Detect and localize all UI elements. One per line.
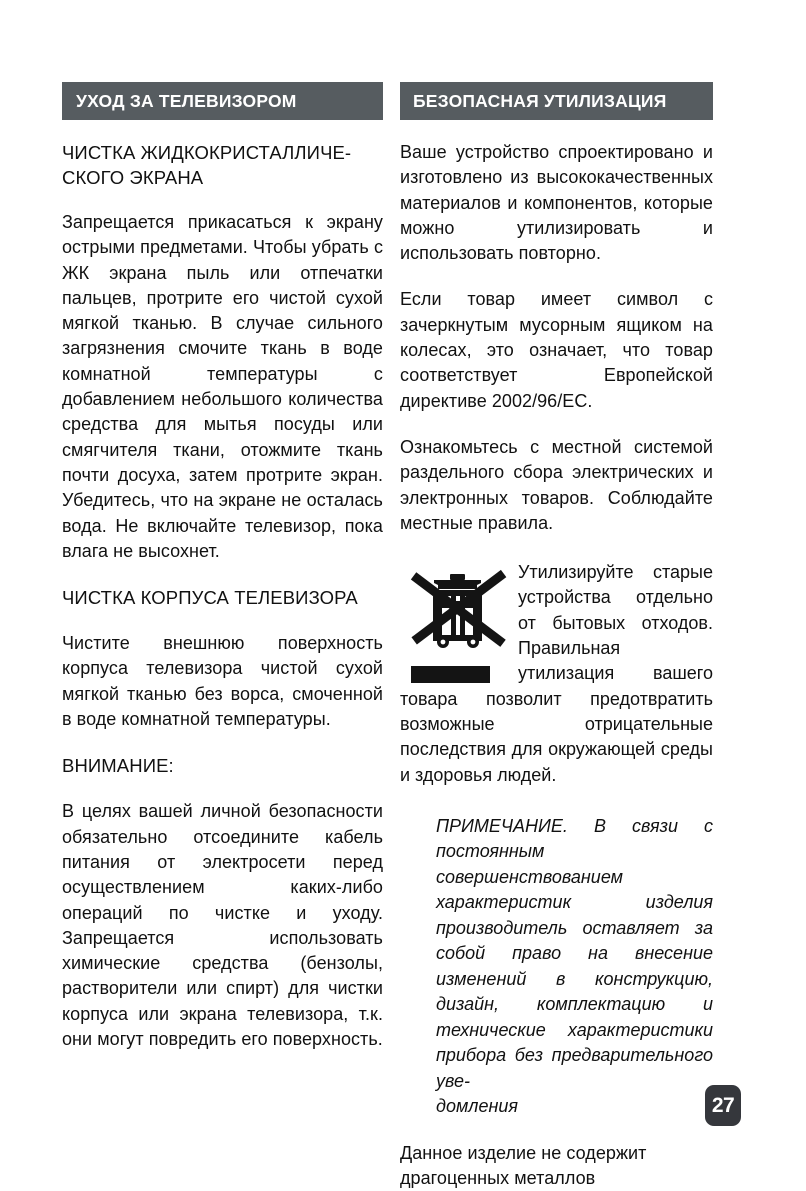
subheading-cabinet-cleaning: ЧИСТКА КОРПУСА ТЕЛЕВИЗОРА	[62, 587, 358, 609]
left-column	[62, 82, 383, 1191]
two-column-layout	[62, 82, 713, 1191]
page-number-badge: 27	[705, 1085, 741, 1126]
section-header-safe-disposal: БЕЗОПАСНАЯ УТИЛИЗАЦИЯ	[400, 82, 713, 120]
note-manufacturer-disclaimer-tail: домления	[436, 1096, 518, 1117]
paragraph-local-collection: Ознакомьтесь с местной системой раздельного сбора электрических и электронных товаров. Соблюдайте местные правила.	[400, 436, 713, 533]
paragraph-weee-instructions: Утилизируйте старые устройства отдельно от бытовых отходов. Правильная утилизация вашего товара позволит предотвратить возможные отрицательные последствия для окружающей среды и здоровья людей.	[400, 562, 713, 785]
subheading-lcd-cleaning: ЧИСТКА ЖИДКОКРИСТАЛЛИЧЕ-СКОГО ЭКРАНА	[62, 142, 352, 188]
paragraph-cabinet-cleaning: Чистите внешнюю поверхность корпуса телевизора чистой сухой мягкой тканью без ворса, смоченной в воде комнатной температуры.	[62, 633, 383, 730]
crossed-out-wheelie-bin-icon	[405, 563, 510, 658]
right-column	[400, 82, 713, 1191]
note-manufacturer-disclaimer: ПРИМЕЧАНИЕ. В связи с постоянным совершенствованием характеристик изделия производитель оставляет за собой право на внесение изменений в конструкцию, дизайн, комплектацию и технические характеристики прибора без предварительного уве-	[436, 815, 713, 1091]
paragraph-attention: В целях вашей личной безопасности обязательно отсоедините кабель питания от электросети перед осуществлением каких-либо операций по чистке и уходу. Запрещается использовать химические средства (бензолы, растворители или спирт) для чистки корпуса или экрана телевизора, т.к. они могут повредить его поверхность.	[62, 801, 383, 1050]
weee-figure	[405, 563, 510, 683]
subheading-attention: ВНИМАНИЕ:	[62, 755, 174, 777]
paragraph-no-precious-metals: Данное изделие не содержит драгоценных металлов	[400, 1142, 647, 1189]
section-header-tv-care: УХОД ЗА ТЕЛЕВИЗОРОМ	[62, 82, 383, 120]
paragraph-weee-directive: Если товар имеет символ с зачеркнутым мусорным ящиком на колесах, это означает, что товар соответствует Европейской директиве 2002/96/EC.	[400, 289, 713, 411]
paragraph-device-materials: Ваше устройство спроектировано и изготовлено из высококачественных материалов и компонентов, которые можно утилизировать и использовать повторно.	[400, 142, 713, 264]
weee-solid-bar	[411, 666, 490, 683]
paragraph-lcd-cleaning: Запрещается прикасаться к экрану острыми предметами. Чтобы убрать с ЖК экрана пыль или отпечатки пальцев, протрите его чистой сухой мягкой тканью. В случае сильного загрязнения смочите ткань в воде комнатной температуры с добавлением небольшого количества средства для мытья посуды или смягчителя ткани, отожмите ткань почти досуха, затем протрите экран. Убедитесь, что на экране не осталась вода. Не включайте телевизор, пока влага не высохнет.	[62, 212, 383, 561]
weee-block	[400, 560, 713, 788]
